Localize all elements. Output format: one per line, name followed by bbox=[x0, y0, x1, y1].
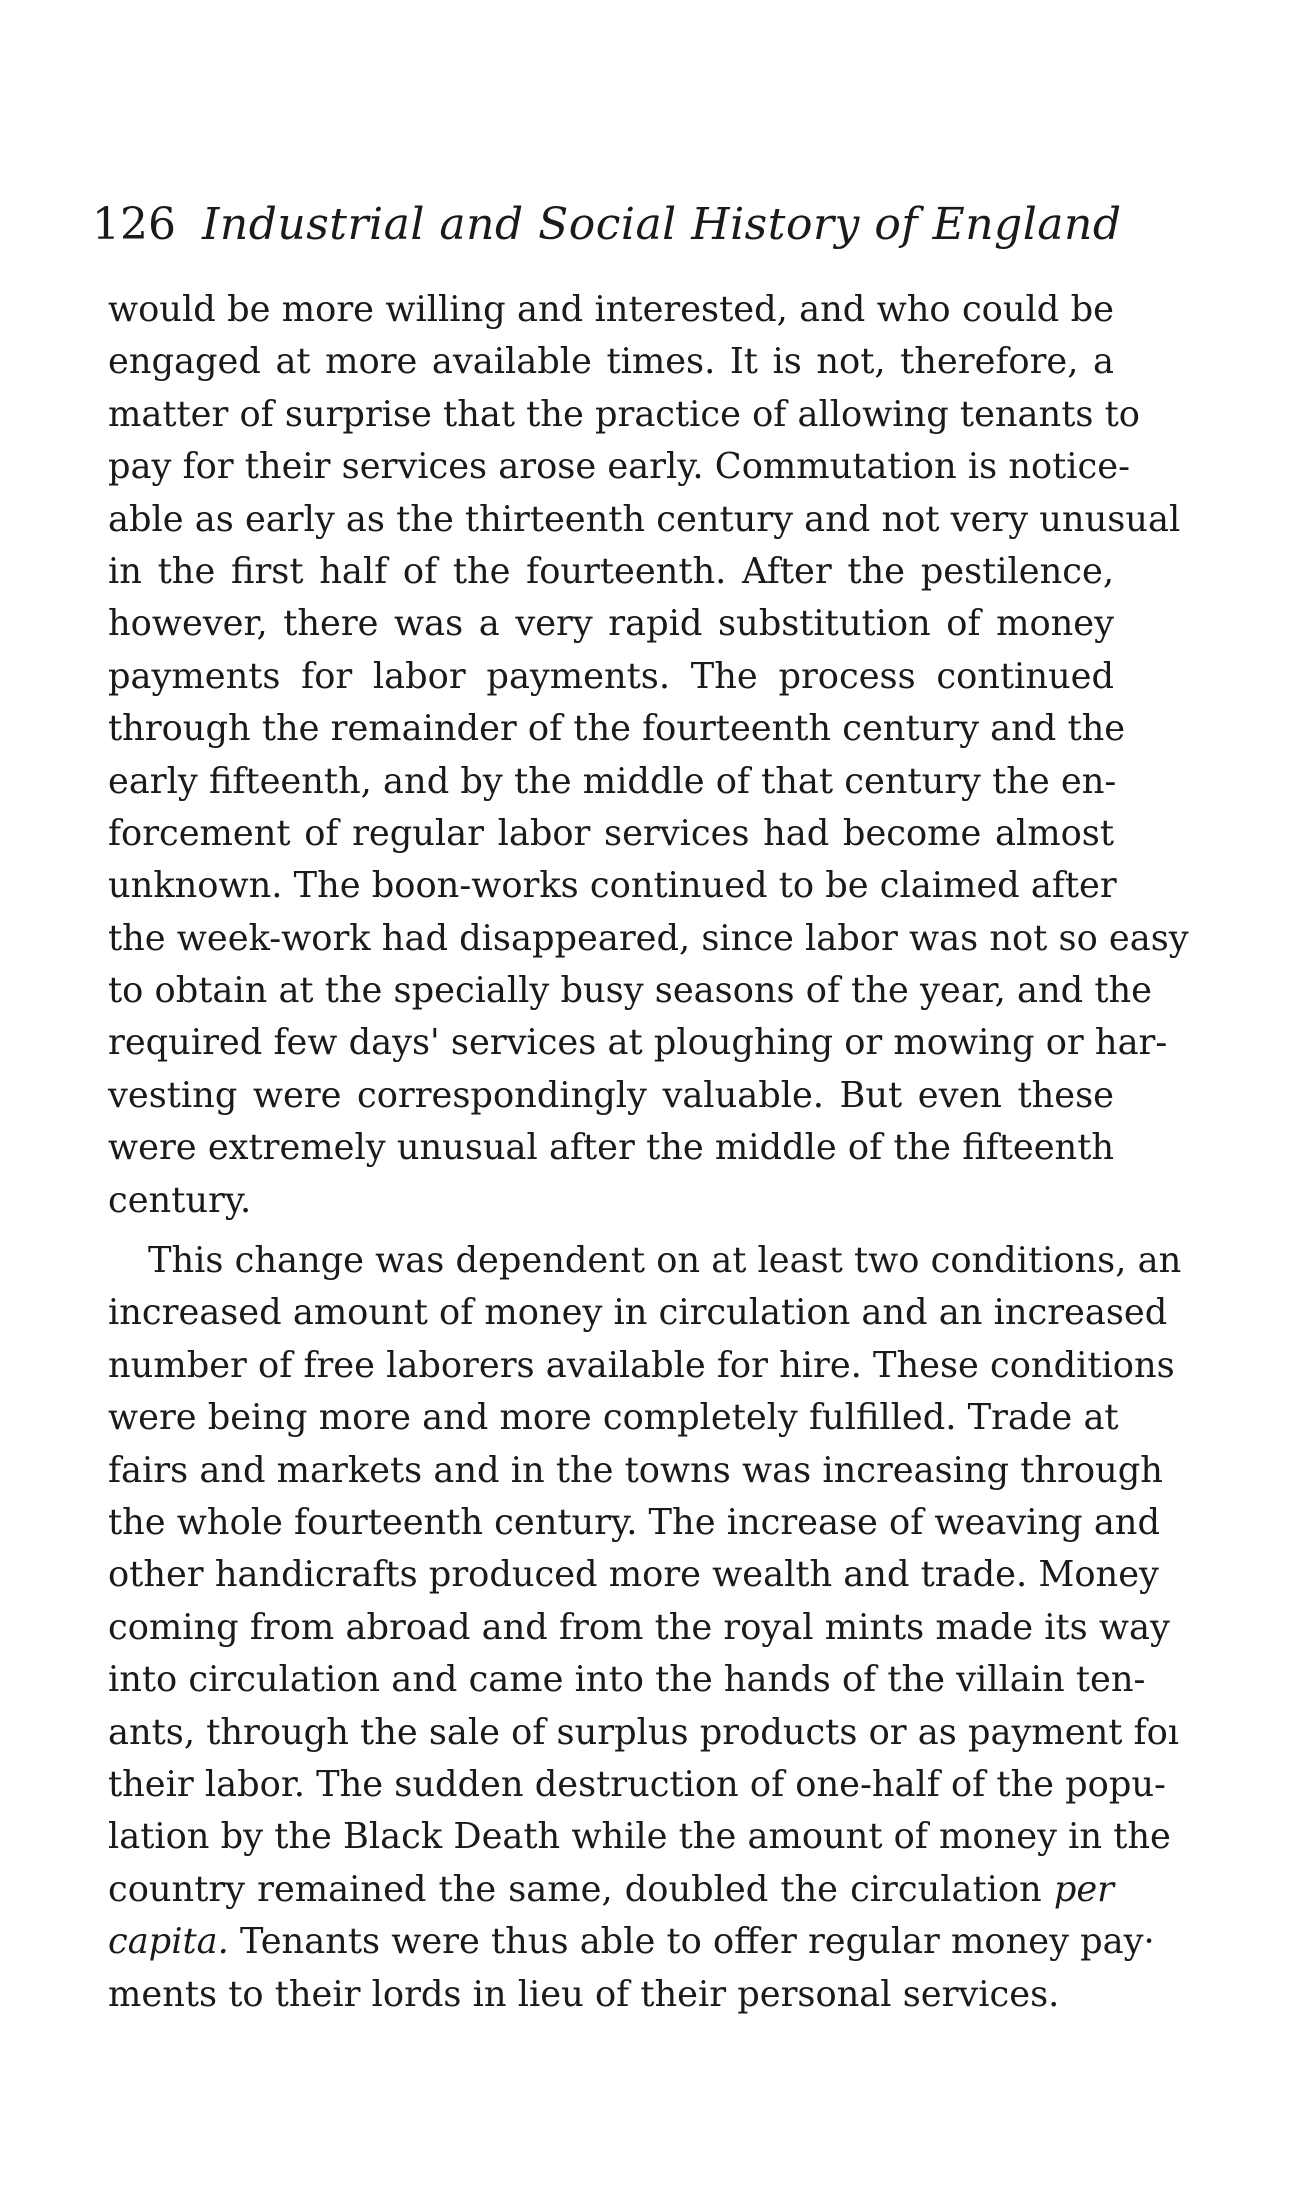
text-line: engaged at more available times. It is not, therefore, a bbox=[108, 341, 1114, 383]
text-line: their labor. The sudden destruction of one-half of the popu- bbox=[108, 1763, 1166, 1805]
line-text: Tenants were thus able to offer regular money pay· bbox=[228, 1921, 1155, 1963]
text-line: other handicrafts produced more wealth and trade. Money bbox=[108, 1554, 1159, 1596]
text-line: required few days' services at ploughing or mowing or har- bbox=[108, 1022, 1168, 1064]
text-line: century. bbox=[108, 1179, 252, 1221]
text-line: unknown. The boon-works continued to be claimed after bbox=[108, 865, 1117, 907]
line-text: country remained the same, doubled the circulation bbox=[108, 1868, 1042, 1910]
running-title: Industrial and Social History of England bbox=[202, 199, 1122, 250]
text-line: however, there was a very rapid substitution of money bbox=[108, 603, 1114, 645]
text-line: vesting were correspondingly valuable. But even these bbox=[108, 1074, 1114, 1116]
text-line: were being more and more completely fulfilled. Trade at bbox=[108, 1397, 1119, 1439]
italic-term: capita. bbox=[108, 1921, 229, 1963]
text-line: in the first half of the fourteenth. After the pestilence, bbox=[108, 550, 1114, 592]
text-line: the whole fourteenth century. The increase of weaving and bbox=[108, 1501, 1160, 1543]
text-line: increased amount of money in circulation and an increased bbox=[108, 1292, 1168, 1334]
text-line: were extremely unusual after the middle of the fifteenth bbox=[108, 1127, 1114, 1169]
text-line: into circulation and came into the hands of the villain ten- bbox=[108, 1659, 1146, 1701]
text-line: matter of surprise that the practice of allowing tenants to bbox=[108, 393, 1140, 435]
text-line: lation by the Black Death while the amount of money in the bbox=[108, 1816, 1171, 1858]
text-line-with-italic bbox=[108, 1864, 1114, 1916]
text-line: would be more willing and interested, and who could be bbox=[108, 289, 1114, 330]
text-line: payments for labor payments. The process continued bbox=[108, 655, 1114, 697]
text-line: to obtain at the specially busy seasons of the year, and the bbox=[108, 970, 1152, 1012]
text-line: pay for their services arose early. Commutation is notice- bbox=[108, 446, 1130, 488]
text-line: ments to their lords in lieu of their personal services. bbox=[108, 1973, 1060, 2015]
text-line: forcement of regular labor services had become almost bbox=[108, 812, 1114, 854]
page-number: 126 bbox=[92, 199, 176, 250]
text-line: through the remainder of the fourteenth century and the bbox=[108, 708, 1126, 750]
text-line: able as early as the thirteenth century and not very unusual bbox=[108, 498, 1181, 540]
text-line: fairs and markets and in the towns was increasing through bbox=[108, 1449, 1163, 1491]
text-line: This change was dependent on at least two conditions, an bbox=[148, 1240, 1182, 1282]
text-line-with-italic bbox=[108, 1916, 1155, 1968]
text-line: early fifteenth, and by the middle of that century the en- bbox=[108, 760, 1117, 802]
italic-term: per bbox=[1053, 1868, 1114, 1910]
running-header bbox=[92, 190, 1132, 260]
text-line: the week-work had disappeared, since labor was not so easy bbox=[108, 917, 1189, 959]
text-line: coming from abroad and from the royal mints made its way bbox=[108, 1606, 1170, 1648]
text-line: ants, through the sale of surplus products or as payment foı bbox=[108, 1711, 1180, 1753]
text-line: number of free laborers available for hire. These conditions bbox=[108, 1344, 1175, 1386]
paragraph-gap bbox=[108, 1227, 1114, 1235]
body-text bbox=[108, 284, 1189, 2021]
